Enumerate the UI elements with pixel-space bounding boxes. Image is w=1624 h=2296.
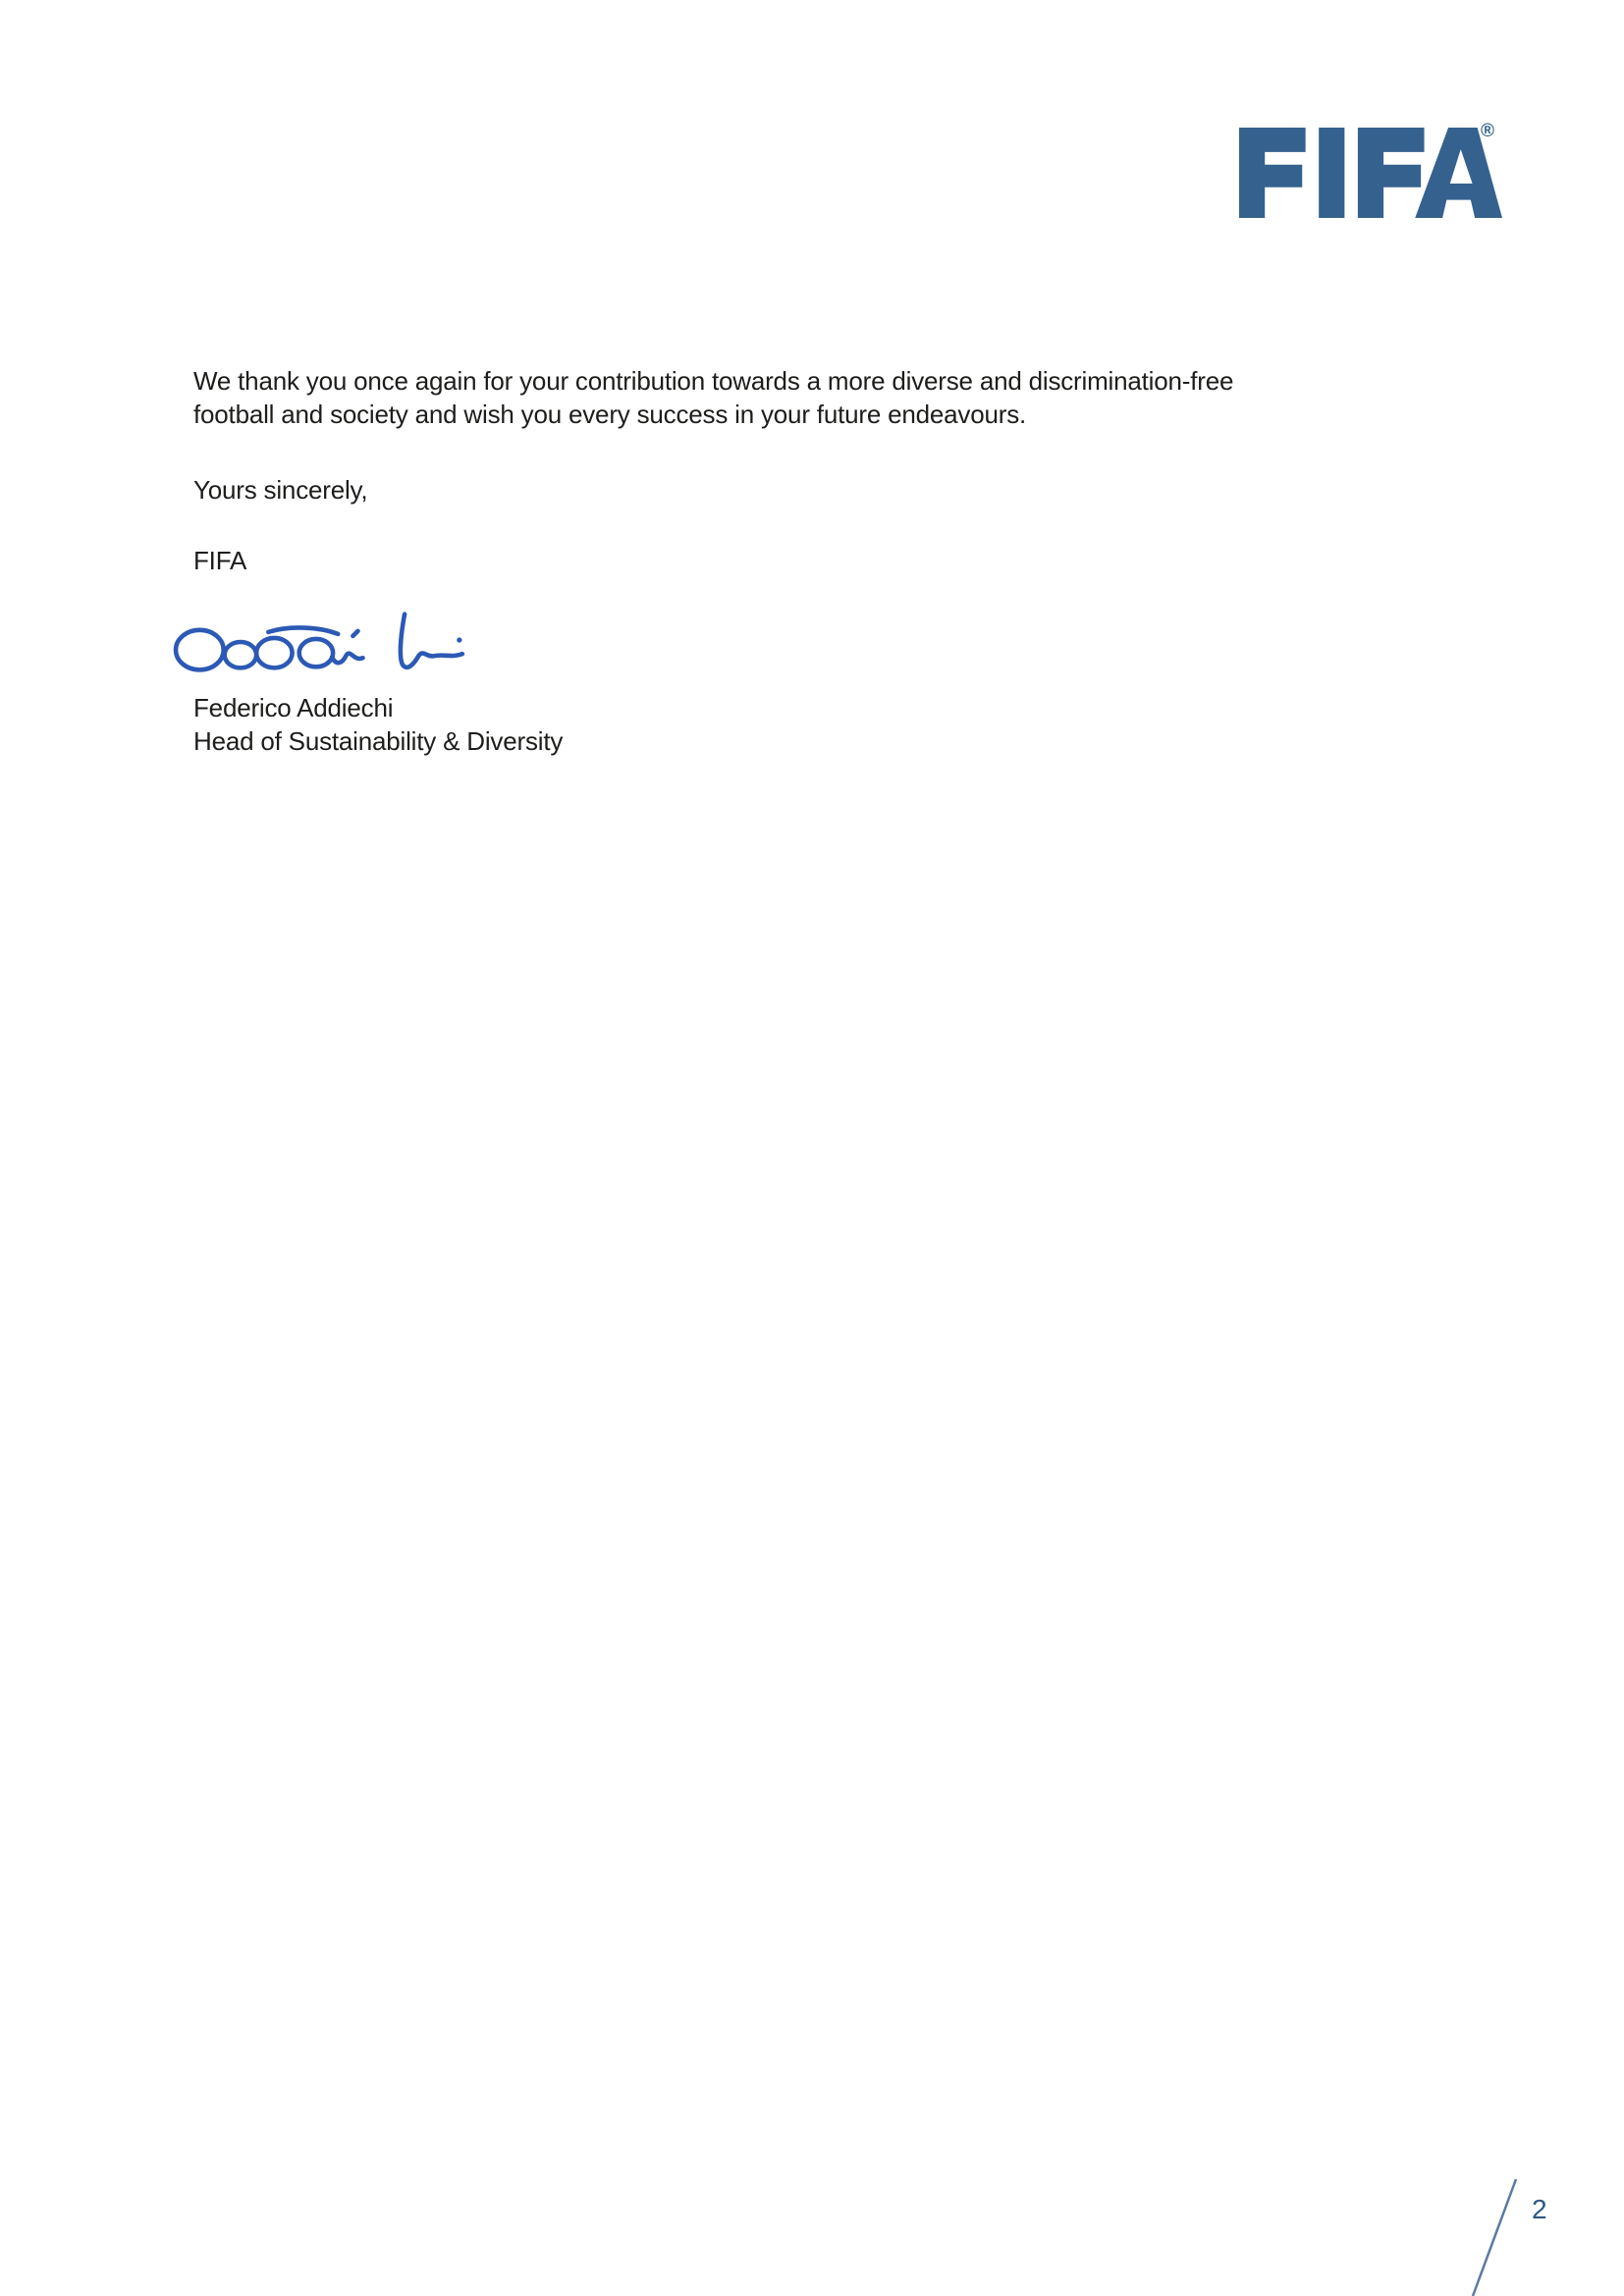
signature-image bbox=[173, 607, 471, 677]
closing-salutation: Yours sincerely, bbox=[193, 475, 368, 505]
logo-letter-i bbox=[1319, 128, 1344, 218]
body-paragraph bbox=[193, 364, 1233, 431]
registered-trademark-icon: ® bbox=[1481, 121, 1494, 141]
logo-letter-f bbox=[1239, 128, 1306, 218]
signatory-name: Federico Addiechi bbox=[193, 693, 394, 722]
fifa-logo bbox=[1239, 121, 1524, 226]
fifa-logo-letters bbox=[1239, 128, 1502, 218]
sender-organization: FIFA bbox=[193, 546, 247, 575]
body-paragraph-line: football and society and wish you every success in your future endeavours. bbox=[193, 400, 1027, 429]
signatory-title: Head of Sustainability & Diversity bbox=[193, 726, 564, 756]
body-paragraph-line: We thank you once again for your contribution towards a more diverse and discrimination-free bbox=[193, 366, 1234, 396]
page-number: 2 bbox=[1532, 2194, 1547, 2224]
page-number-slash-icon bbox=[1461, 2171, 1524, 2296]
signature-strokes bbox=[173, 607, 471, 677]
logo-letter-f2 bbox=[1358, 128, 1425, 218]
